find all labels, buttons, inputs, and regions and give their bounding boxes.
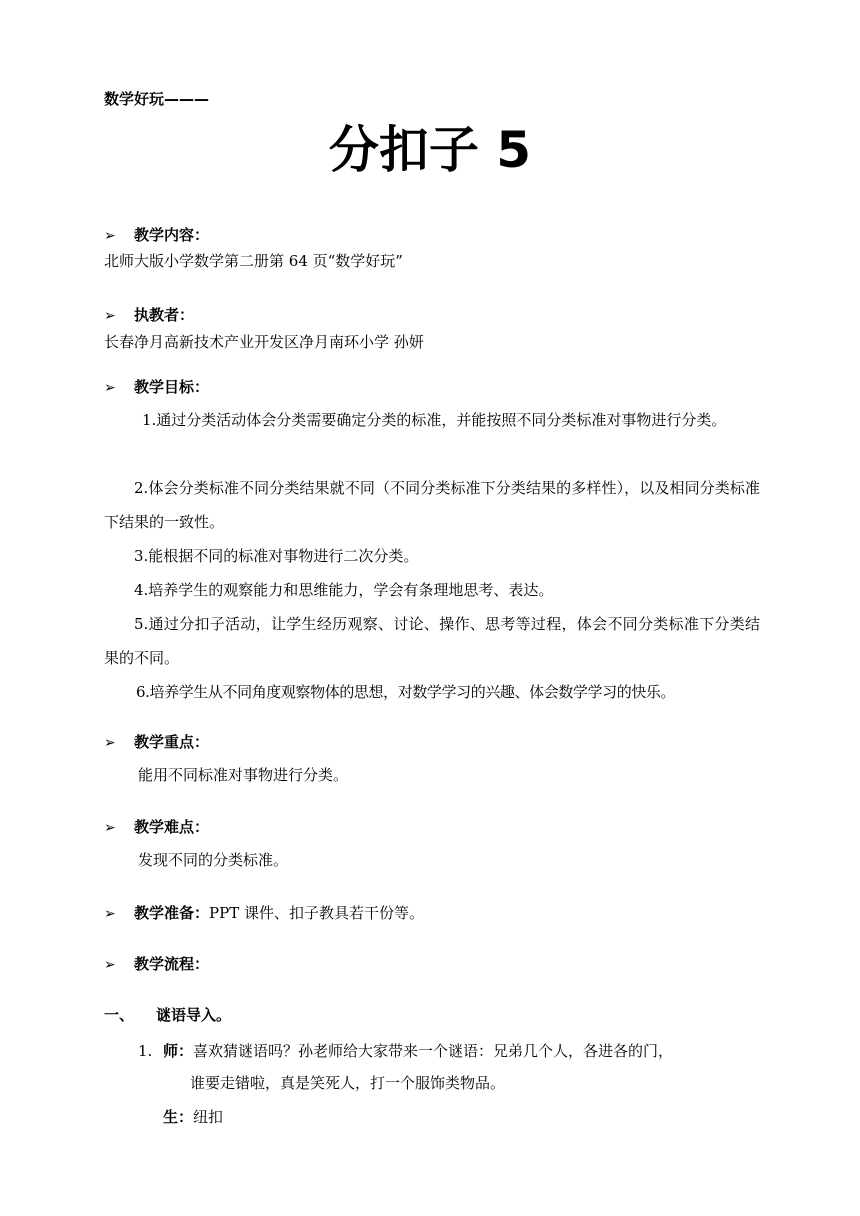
section-key-text: 能用不同标准对事物进行分类。 — [138, 766, 349, 784]
section-key-heading: ➢ 教学重点： — [104, 731, 209, 754]
goal-item: 2.体会分类标准不同分类结果就不同（不同分类标准下分类结果的多样性），以及相同分类标准下结果的一致性。 — [104, 479, 760, 531]
kicker: 数学好玩——— — [104, 90, 210, 108]
arrow-bullet-icon: ➢ — [104, 820, 116, 836]
teacher-label: 师： — [163, 1042, 194, 1060]
section-difficulty-text: 发现不同的分类标准。 — [138, 851, 289, 869]
section-content-text: 北师大版小学数学第二册第 64 页“数学好玩” — [104, 252, 403, 270]
arrow-bullet-icon: ➢ — [104, 308, 116, 324]
arrow-bullet-icon: ➢ — [104, 735, 116, 751]
page-title: 分扣子 5 — [328, 121, 532, 179]
section-teacher-heading: ➢ 执教者： — [104, 304, 194, 327]
student-label: 生： — [163, 1108, 194, 1126]
section-process-heading: ➢ 教学流程： — [104, 953, 209, 976]
teacher-line-1: 师：喜欢猜谜语吗？孙老师给大家带来一个谜语：兄弟几个人，各进各的门， — [163, 1042, 674, 1060]
section-preparation: ➢ 教学准备：PPT 课件、扣子教具若干份等。 — [104, 902, 424, 925]
section-content-heading: ➢ 教学内容： — [104, 224, 209, 247]
arrow-bullet-icon: ➢ — [104, 228, 116, 244]
teacher-line-2: 谁要走错啦，真是笑死人，打一个服饰类物品。 — [190, 1074, 506, 1092]
section1-item-number: 1. — [138, 1042, 153, 1060]
section-goals-heading: ➢ 教学目标： — [104, 376, 209, 399]
arrow-bullet-icon: ➢ — [104, 906, 116, 922]
student-line: 生：纽扣 — [163, 1108, 224, 1126]
section-preparation-text: PPT 课件、扣子教具若干份等。 — [209, 904, 424, 922]
goal-item: 6.培养学生从不同角度观察物体的思想，对数学学习的兴趣、体会数学学习的快乐。 — [136, 683, 676, 701]
section-teacher-text: 长春净月高新技术产业开发区净月南环小学 孙妍 — [104, 333, 424, 351]
goal-item: 3.能根据不同的标准对事物进行二次分类。 — [134, 547, 419, 565]
arrow-bullet-icon: ➢ — [104, 380, 116, 396]
arrow-bullet-icon: ➢ — [104, 957, 116, 973]
section-difficulty-heading: ➢ 教学难点： — [104, 816, 209, 839]
goal-item: 4.培养学生的观察能力和思维能力，学会有条理地思考、表达。 — [134, 581, 554, 599]
section1-number: 一、 — [104, 1006, 135, 1024]
goal-item: 5.通过分扣子活动，让学生经历观察、讨论、操作、思考等过程，体会不同分类标准下分类结果的不同。 — [104, 615, 760, 667]
goal-item: 1.通过分类活动体会分类需要确定分类的标准，并能按照不同分类标准对事物进行分类。 — [142, 411, 727, 429]
section1-title: 谜语导入。 — [156, 1006, 232, 1024]
